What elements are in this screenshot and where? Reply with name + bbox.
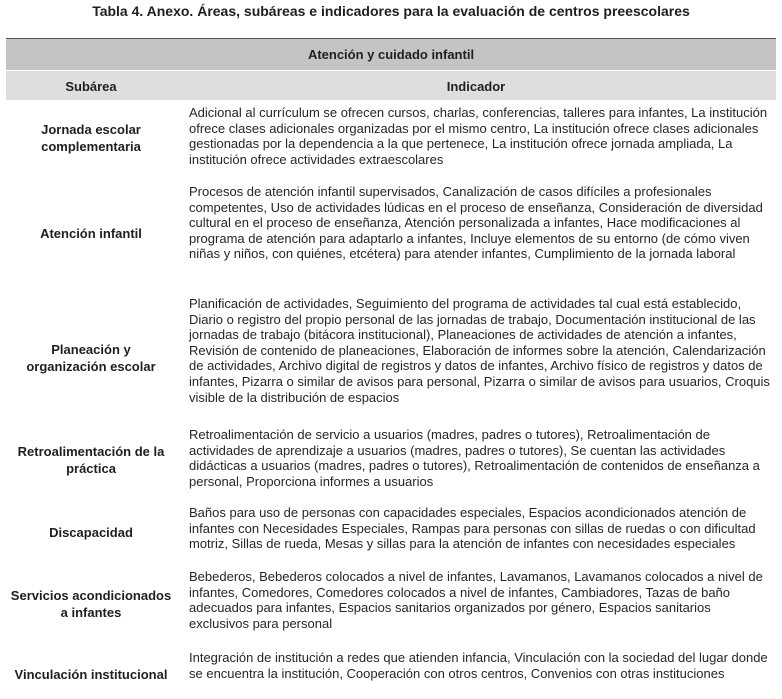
table-row <box>6 650 776 699</box>
indicador-cell: Adicional al currículum se ofrecen cursos, charlas, conferencias, talleres para infantes, La institución ofrece clases adicionales organizadas por el mismo centro, La institución ofrece clases adicionales gestionadas por la dependencia a la que pertenece, La institución ofrece jornada ampliada, La institución ofrece actividades extraescolares <box>189 105 768 167</box>
table-row <box>6 184 776 282</box>
table-row <box>6 296 776 420</box>
indicador-cell: Baños para uso de personas con capacidades especiales, Espacios acondicionados atención de infantes con Necesidades Especiales, Rampas para personas con sillas de ruedas o con dificultad motriz, Sillas de rueda, Mesas y sillas para la atención de infantes con necesidades especiales <box>189 505 756 552</box>
subarea-cell: Planeación y organización escolar <box>26 342 156 374</box>
column-header-indicador: Indicador <box>446 78 506 94</box>
subarea-cell: Retroalimentación de la práctica <box>17 444 165 476</box>
indicador-cell: Retroalimentación de servicio a usuarios (madres, padres o tutores), Retroalimentación de actividades de aprendizaje a usuarios (madres, padres o tutores), Se cuentan las actividades didácticas a usuarios (madres, padres o tutores), Retroalimentación de contenidos de enseñanza a personal, Proporciona informes a usuarios <box>189 427 760 489</box>
subarea-cell: Vinculación institucional <box>14 667 168 682</box>
indicador-cell: Procesos de atención infantil supervisados, Canalización de casos difíciles a profesionales competentes, Uso de actividades lúdicas en el proceso de enseñanza, Consideración de diversidad cultural en el proceso de enseñanza, Atención personalizada a infantes, Hace modificaciones al programa de atención para adaptarlo a infantes, Incluye elementos de su entorno (de cómo viven niñas y niños, con quiénes, etcétera) para atender infantes, Cumplimiento de la jornada laboral <box>189 184 763 262</box>
subarea-cell: Jornada escolar complementaria <box>41 122 141 154</box>
table-row <box>6 427 776 493</box>
column-header-row <box>6 70 776 100</box>
indicador-cell: Planificación de actividades, Seguimiento del programa de actividades tal cual está establecido, Diario o registro del propio personal de las jornadas de trabajo, Documentación institucional de las jornadas de trabajo (bitácora institucional), Planeaciones de actividades de atención a infantes, Revisión de contenido de planeaciones, Elaboración de informes sobre la atención, Calendarización de actividades, Archivo digital de registros y datos de infantes, Archivo físico de registros y datos de infantes, Pizarra o similar de avisos para personal, Pizarra o similar de avisos para usuarios, Croquis visible de la distribución de espacios <box>189 296 770 405</box>
table-title: Tabla 4. Anexo. Áreas, subáreas e indicadores para la evaluación de centros preescolares <box>92 3 690 19</box>
subarea-cell: Atención infantil <box>40 225 142 241</box>
section-header: Atención y cuidado infantil <box>6 38 776 70</box>
table-row <box>6 105 776 171</box>
table-row <box>6 505 776 559</box>
indicador-cell: Bebederos, Bebederos colocados a nivel de infantes, Lavamanos, Lavamanos colocados a nivel de infantes, Comedores, Comedores colocados a nivel de infantes, Cambiadores, Tazas de baño adecuados para infantes, Espacios sanitarios organizados por género, Espacios sanitarios exclusivos para personal <box>189 569 763 631</box>
subarea-cell: Servicios acondicionados a infantes <box>10 588 172 620</box>
table-row <box>6 569 776 639</box>
column-header-subarea: Subárea <box>65 78 117 94</box>
indicador-cell: Integración de institución a redes que atienden infancia, Vinculación con la sociedad del lugar donde se encuentra la institución, Cooperación con otros centros, Convenios con otras instituciones <box>189 650 768 681</box>
subarea-cell: Discapacidad <box>49 524 133 540</box>
